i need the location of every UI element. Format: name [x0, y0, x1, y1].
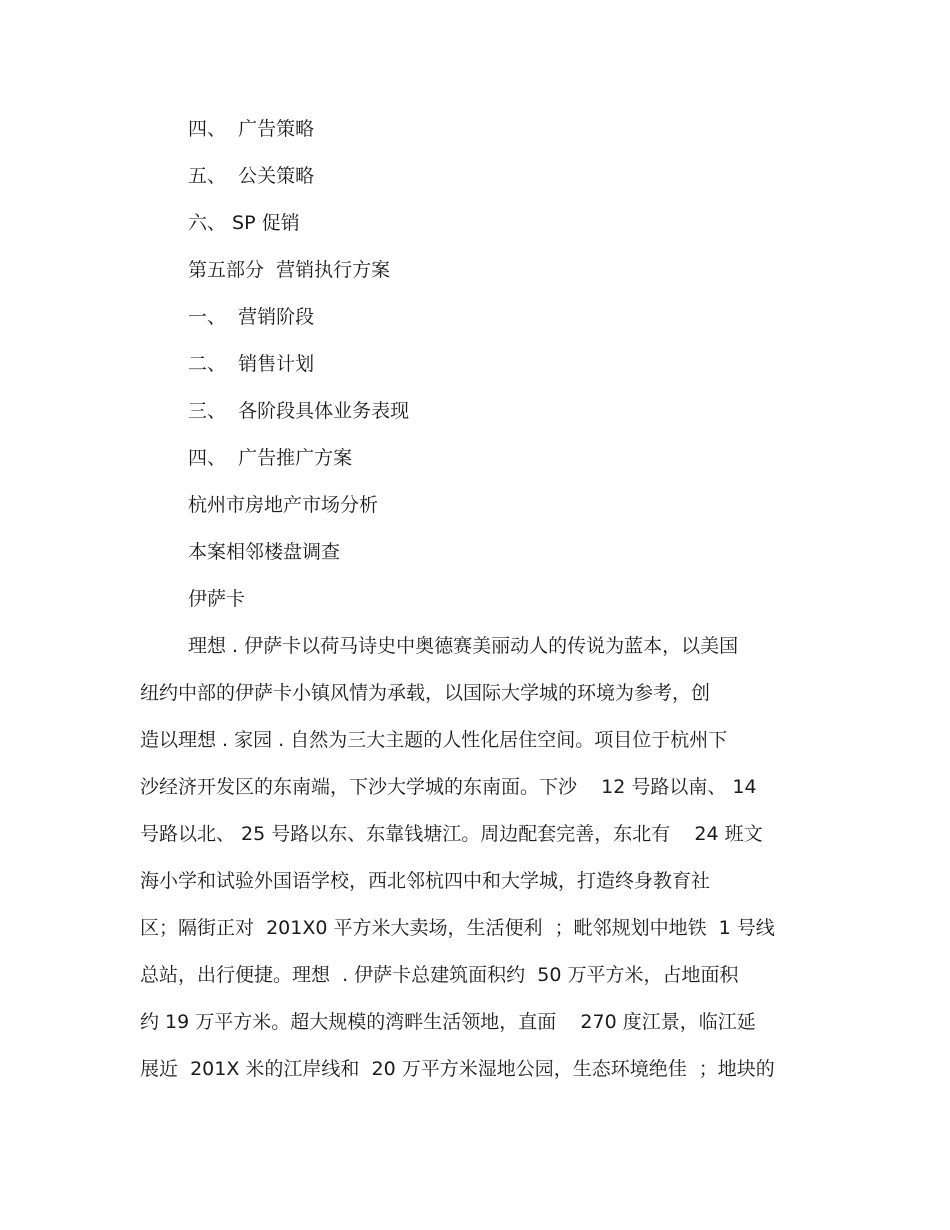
paragraph-line: 沙经济开发区的东南端，下沙大学城的东南面。下沙 12 号路以南、 14 [140, 776, 757, 798]
paragraph-line: 纽约中部的伊萨卡小镇风情为承载，以国际大学城的环境为参考，创 [140, 682, 711, 704]
paragraph-line: 展近 201X 米的江岸线和 20 万平方米湿地公园，生态环境绝佳 ；地块的 [140, 1058, 775, 1080]
paragraph-line: 海小学和试验外国语学校，西北邻杭四中和大学城，打造终身教育社 [140, 870, 711, 892]
outline-item: 五、 公关策略 [188, 165, 315, 187]
paragraph-line: 区；隔街正对 201X0 平方米大卖场，生活便利 ；毗邻规划中地铁 1 号线 [140, 917, 775, 939]
outline-item: 本案相邻楼盘调查 [188, 541, 341, 563]
outline-item: 一、 营销阶段 [188, 306, 315, 328]
outline-item: 四、 广告推广方案 [188, 447, 353, 469]
outline-item: 杭州市房地产市场分析 [188, 494, 379, 516]
paragraph-line: 造以理想 . 家园 . 自然为三大主题的人性化居住空间。项目位于杭州下 [140, 729, 728, 751]
section-heading: 第五部分 营销执行方案 [188, 259, 391, 281]
outline-item: 三、 各阶段具体业务表现 [188, 400, 410, 422]
outline-item: 六、 SP 促销 [188, 212, 300, 234]
outline-item: 二、 销售计划 [188, 353, 315, 375]
outline-item: 四、 广告策略 [188, 118, 315, 140]
outline-item: 伊萨卡 [188, 588, 246, 610]
paragraph-line: 理想 . 伊萨卡以荷马诗史中奥德赛美丽动人的传说为蓝本，以美国 [188, 635, 739, 657]
paragraph-line: 约 19 万平方米。超大规模的湾畔生活领地，直面 270 度江景，临江延 [140, 1011, 756, 1033]
paragraph-line: 总站，出行便捷。理想 . 伊萨卡总建筑面积约 50 万平方米，占地面积 [140, 964, 739, 986]
paragraph-line: 号路以北、 25 号路以东、东靠钱塘江。周边配套完善，东北有 24 班文 [140, 823, 763, 845]
